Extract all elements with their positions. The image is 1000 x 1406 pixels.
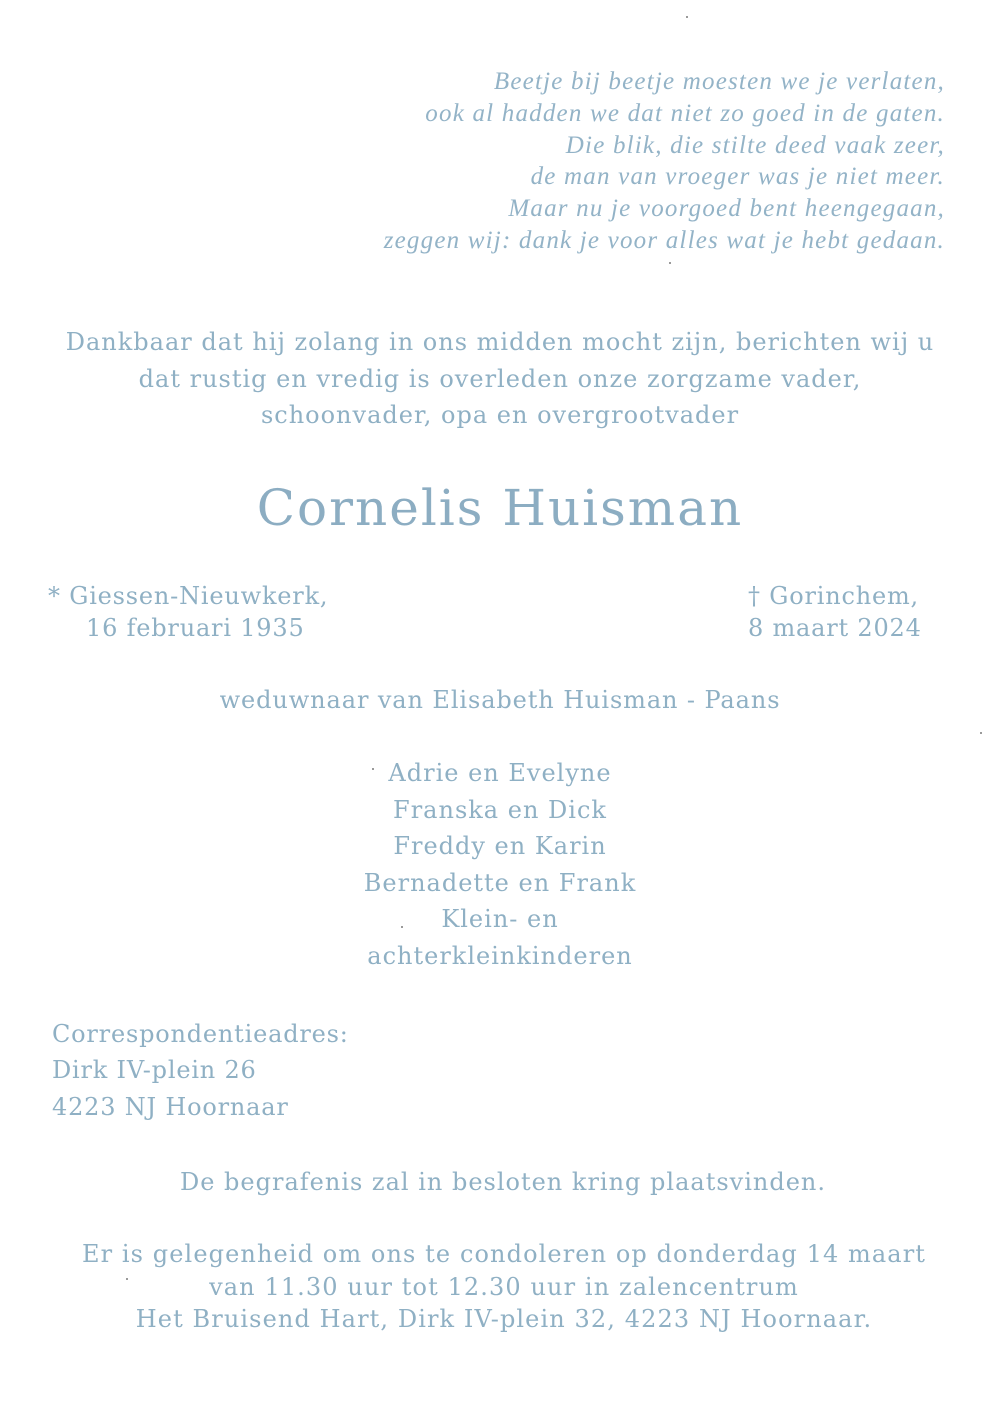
family-member: Adrie en Evelyne	[388, 759, 612, 787]
poem	[225, 66, 945, 257]
scan-speck	[401, 926, 403, 928]
scan-speck	[980, 732, 982, 734]
widower-line: weduwnaar van Elisabeth Huisman - Paans	[219, 686, 781, 714]
correspondence-address	[52, 1016, 472, 1125]
funeral-notice: De begrafenis zal in besloten kring plaatsvinden.	[179, 1168, 826, 1196]
poem-line: de man van vroeger was je niet meer.	[530, 163, 945, 191]
death-date: 8 maart 2024	[748, 614, 922, 642]
poem-line: Maar nu je voorgoed bent heengegaan,	[508, 195, 945, 223]
family-member: Freddy en Karin	[393, 832, 607, 861]
poem-line: Beetje bij beetje moesten we je verlaten,	[493, 68, 945, 95]
family-member: Klein- en	[441, 905, 559, 934]
correspondence-city: 4223 NJ Hoornaar	[52, 1092, 289, 1121]
announcement-intro	[40, 324, 960, 434]
family-member: achterkleinkinderen	[367, 941, 633, 970]
scan-speck	[686, 16, 688, 18]
deceased-name: Cornelis Huisman	[256, 479, 744, 537]
correspondence-street: Dirk IV-plein 26	[52, 1056, 257, 1085]
family-list	[0, 755, 1000, 975]
poem-line: ook al hadden we dat niet zo goed in de gaten.	[425, 99, 945, 127]
death-place: † Gorinchem,	[748, 582, 919, 610]
birth-date: 16 februari 1935	[86, 614, 305, 642]
condolence-line: Er is gelegenheid om ons te condoleren op donderdag 14 maart	[81, 1240, 927, 1268]
poem-line: Die blik, die stilte deed vaak zeer,	[565, 131, 945, 159]
condolence-line: Het Bruisend Hart, Dirk IV-plein 32, 4223 NJ Hoornaar.	[135, 1305, 873, 1333]
condolence-line: van 11.30 uur tot 12.30 uur in zalencentrum	[209, 1272, 799, 1301]
family-member: Franska en Dick	[393, 795, 607, 824]
scan-speck	[372, 768, 374, 770]
intro-line: Dankbaar dat hij zolang in ons midden mocht zijn, berichten wij u	[65, 328, 935, 356]
birth-info	[48, 580, 348, 644]
intro-line: schoonvader, opa en overgrootvader	[260, 401, 740, 429]
intro-line: dat rustig en vredig is overleden onze zorgzame vader,	[138, 364, 862, 393]
birth-place: * Giessen-Nieuwkerk,	[48, 582, 329, 610]
scan-speck	[126, 1278, 128, 1280]
family-member: Bernadette en Frank	[363, 868, 637, 897]
correspondence-label: Correspondentieadres:	[52, 1020, 349, 1048]
scan-speck	[669, 262, 671, 264]
condolence-info	[0, 1238, 1000, 1336]
poem-line: zeggen wij: dank je voor alles wat je hebt gedaan.	[383, 226, 945, 254]
death-info	[748, 580, 968, 644]
